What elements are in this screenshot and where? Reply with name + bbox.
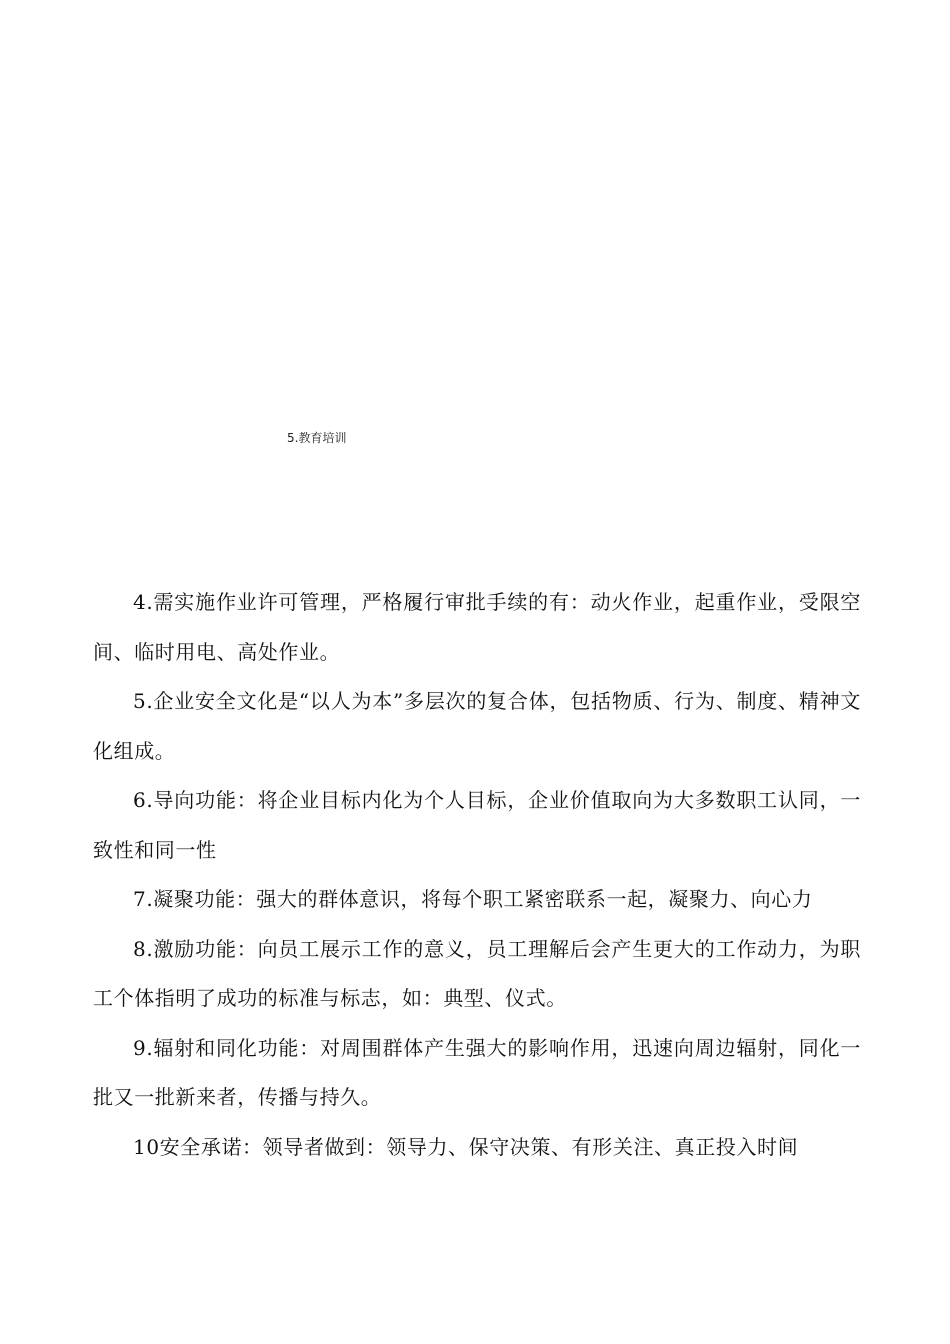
paragraph-safety-culture: 5.企业安全文化是“以人为本”多层次的复合体，包括物质、行为、制度、精神文化组成。 xyxy=(93,689,861,763)
paragraph-safety-commitment: 10安全承诺：领导者做到：领导力、保守决策、有形关注、真正投入时间 xyxy=(133,1134,799,1159)
paragraph-guidance-function: 6.导向功能：将企业目标内化为个人目标，企业价值取向为大多数职工认同，一致性和同一性 xyxy=(93,788,861,862)
paragraph-work-permit: 4.需实施作业许可管理，严格履行审批手续的有：动火作业，起重作业，受限空间、临时用电、高处作业。 xyxy=(93,590,861,664)
paragraph-cohesion-function: 7.凝聚功能：强大的群体意识，将每个职工紧密联系一起，凝聚力、向心力 xyxy=(133,887,813,911)
paragraph-radiation-function: 9.辐射和同化功能：对周围群体产生强大的影响作用，迅速向周边辐射，同化一批又一批新来者，传播与持久。 xyxy=(93,1035,861,1109)
body-text xyxy=(93,578,861,1172)
section-heading: 5.教育培训 xyxy=(287,431,347,445)
paragraph-incentive-function: 8.激励功能：向员工展示工作的意义，员工理解后会产生更大的工作动力，为职工个体指明了成功的标准与标志，如：典型、仪式。 xyxy=(93,936,861,1010)
